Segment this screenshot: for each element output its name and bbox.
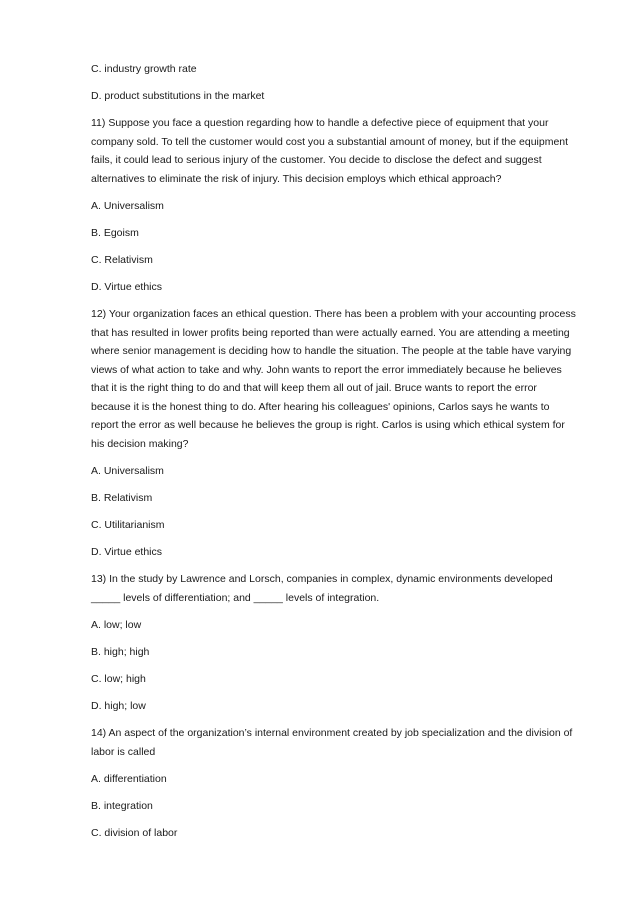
question-line: that it is the right thing to do and that will keep them all out of jail. Bruce wants to report the error xyxy=(91,382,537,395)
question-line: alternatives to eliminate the risk of injury. This decision employs which ethical approach? xyxy=(91,172,502,185)
answer-option: B. integration xyxy=(91,799,153,812)
answer-option: C. industry growth rate xyxy=(91,63,197,75)
answer-option: D. product substitutions in the market xyxy=(91,90,265,103)
question-line: report the error as well because he believes the group is right. Carlos is using which ethical system for xyxy=(91,419,565,432)
question-line: his decision making? xyxy=(91,437,189,450)
answer-option: A. low; low xyxy=(91,618,142,631)
question-line: that has resulted in lower profits being reported than were actually earned. You are attending a meeting xyxy=(91,326,570,339)
answer-option: C. Relativism xyxy=(91,253,153,266)
answer-option: B. Relativism xyxy=(91,491,153,504)
question-line: 12) Your organization faces an ethical question. There has been a problem with your accounting process xyxy=(91,308,576,321)
answer-option: D. Virtue ethics xyxy=(91,281,163,294)
question-paragraph xyxy=(91,570,601,607)
answer-option: A. Universalism xyxy=(91,464,164,477)
answer-option: C. low; high xyxy=(91,672,146,685)
answer-option: D. Virtue ethics xyxy=(91,546,163,559)
question-line: 13) In the study by Lawrence and Lorsch, companies in complex, dynamic environments developed xyxy=(91,573,553,586)
answer-option: B. high; high xyxy=(91,645,150,658)
question-line: views of what action to take and why. John wants to report the error immediately because he believes xyxy=(91,363,562,376)
question-line: 14) An aspect of the organization’s internal environment created by job specialization and the division of xyxy=(91,727,573,740)
question-line: because it is the honest thing to do. After hearing his colleagues' opinions, Carlos says he wants to xyxy=(91,400,550,413)
question-line: 11) Suppose you face a question regarding how to handle a defective piece of equipment that your xyxy=(91,117,549,130)
question-line: company sold. To tell the customer would cost you a substantial amount of money, but if the equipment xyxy=(91,135,569,148)
answer-option: B. Egoism xyxy=(91,226,139,239)
answer-option: A. differentiation xyxy=(91,772,167,785)
question-paragraph xyxy=(91,724,601,761)
answer-option: A. Universalism xyxy=(91,199,164,212)
answer-option: D. high; low xyxy=(91,700,146,712)
answer-option: C. Utilitarianism xyxy=(91,518,165,531)
question-paragraph xyxy=(91,305,601,453)
question-line: _____ levels of differentiation; and _____ levels of integration. xyxy=(91,591,380,604)
document-body xyxy=(91,60,601,851)
question-paragraph xyxy=(91,114,601,188)
question-line: fails, it could lead to serious injury of the customer. You decide to disclose the defect and suggest xyxy=(91,154,542,167)
question-line: labor is called xyxy=(91,745,156,758)
question-line: where senior management is deciding how to handle the situation. The people at the table have varying xyxy=(91,345,572,358)
answer-option: C. division of labor xyxy=(91,826,178,839)
